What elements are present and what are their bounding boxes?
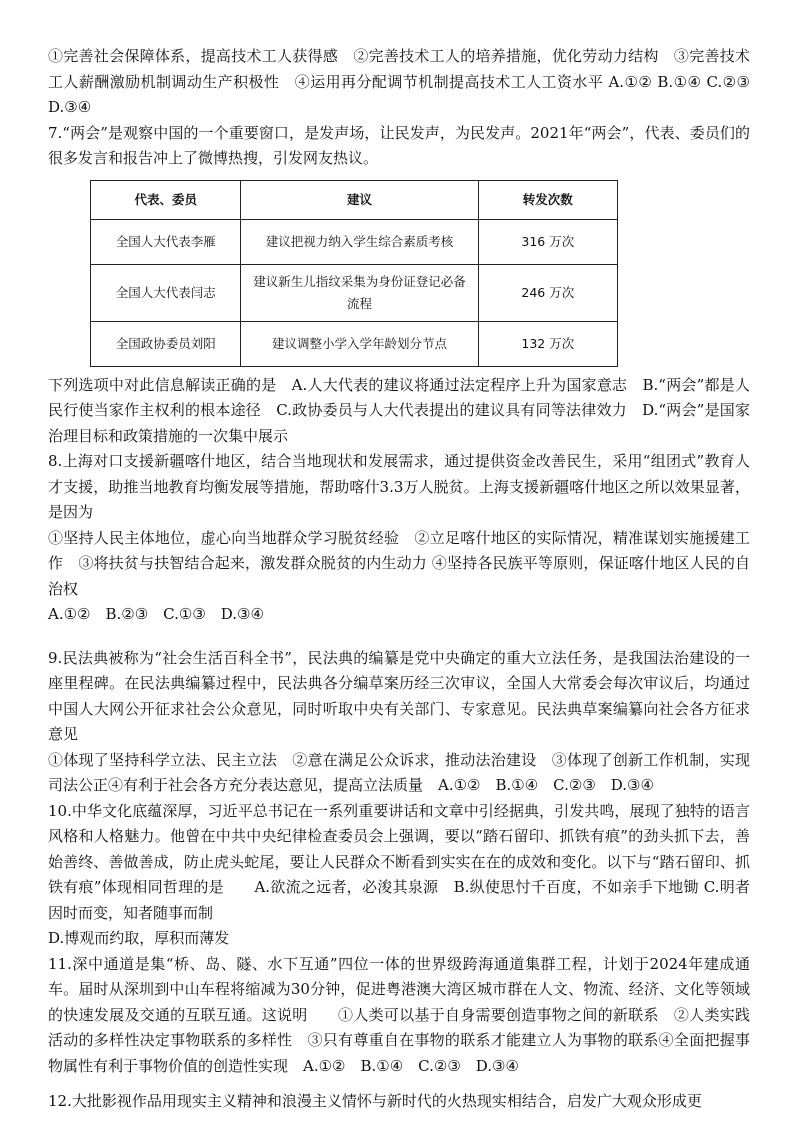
q6-options: ①完善社会保障体系，提高技术工人获得感 ②完善技术工人的培养措施，优化劳动力结构 ③完善技术工人薪酬激励机制调动生产积极性 ④运用再分配调节机制提高技术工人工资水平 A.①② B.①④ C.②③ D.③④: [48, 47, 750, 116]
table-row: [91, 219, 618, 264]
spacer: [48, 628, 750, 646]
q7-table: [90, 180, 618, 367]
table-row: [91, 264, 618, 321]
table-cell: 全国人大代表李雁: [91, 219, 241, 264]
q7-options: 下列选项中对此信息解读正确的是 A.人大代表的建议将通过法定程序上升为国家意志 B.“两会”都是人民行使当家作主权利的根本途径 C.政协委员与人大代表提出的建议具有同等法律效力 D.“两会”是国家治理目标和政策措施的一次集中展示: [48, 375, 750, 445]
q9-items: ①体现了坚持科学立法、民主立法 ②意在满足公众诉求，推动法治建设 ③体现了创新工作机制，实现司法公正④有利于社会各方充分表达意见，提高立法质量 A.①② B.①④ C.②③ D.③④: [48, 750, 750, 794]
table-cell: 132 万次: [478, 321, 617, 366]
q7-stem: 7.“两会”是观察中国的一个重要窗口，是发声场，让民发声，为民发声。2021年“两会”，代表、委员们的很多发言和报告冲上了微博热搜，引发网友热议。: [48, 123, 750, 167]
q8-items: ①坚持人民主体地位，虚心向当地群众学习脱贫经验 ②立足喀什地区的实际情况，精准谋划实施援建工作 ③将扶贫与扶智结合起来，激发群众脱贫的内生动力 ④坚持各民族平等原则，保证喀什地区人民的自治权: [48, 528, 750, 598]
spacer: [48, 1079, 750, 1089]
table-header-row: [91, 180, 618, 219]
table-cell: 建议新生儿指纹采集为身份证登记必备流程: [241, 264, 478, 321]
table-cell: 316 万次: [478, 219, 617, 264]
table-cell: 建议把视力纳入学生综合素质考核: [241, 219, 478, 264]
table-cell: 全国政协委员刘阳: [91, 321, 241, 366]
q8-stem: 8.上海对口支援新疆喀什地区，结合当地现状和发展需求，通过提供资金改善民生，采用“组团式”教育人才支援，助推当地教育均衡发展等措施，帮助喀什3.3万人脱贫。上海支援新疆喀什地区之所以效果显著，是因为: [48, 452, 750, 521]
table-cell: 建议调整小学入学年龄划分节点: [241, 321, 478, 366]
page-content: [48, 44, 750, 1115]
q9-stem: 9.民法典被称为“社会生活百科全书”，民法典的编纂是党中央确定的重大立法任务，是我国法治建设的一座里程碑。在民法典编纂过程中，民法典各分编草案历经三次审议，全国人大常委会每次审议后，均通过中国人大网公开征求社会公众意见，同时听取中央有关部门、专家意见。民法典草案编纂向社会各方征求意见: [48, 648, 750, 743]
table-header: 代表、委员: [91, 180, 241, 219]
q12-stem: 12.大批影视作品用现实主义精神和浪漫主义情怀与新时代的火热现实相结合，启发广大观众形成更: [48, 1092, 702, 1110]
q11-stem: 11.深中通道是集“桥、岛、隧、水下互通”四位一体的世界级跨海通道集群工程，计划于2024年建成通车。届时从深圳到中山车程将缩减为30分钟，促进粤港澳大湾区城市群在人文、物流、经济、文化等领域的快速发展及交通的互联互通。这说明 ①人类可以基于自身需要创造事物之间的新联系 ②人类实践活动的多样性决定事物联系的多样性 ③只有尊重自在事物的联系才能建立人为事物的联系④全面把握事物属性有利于事物价值的创造性实现 A.①② B.①④ C.②③ D.③④: [48, 954, 750, 1075]
q10-option-d: D.博观而约取，厚积而薄发: [48, 929, 230, 947]
q8-options: A.①② B.②③ C.①③ D.③④: [48, 605, 264, 623]
table-header: 建议: [241, 180, 478, 219]
table-row: [91, 321, 618, 366]
table-cell: 246 万次: [478, 264, 617, 321]
q10-stem: 10.中华文化底蕴深厚，习近平总书记在一系列重要讲话和文章中引经据典，引发共鸣，展现了独特的语言风格和人格魅力。他曾在中共中央纪律检查委员会上强调，要以“踏石留印、抓铁有痕”的劲头抓下去，善始善终、善做善成，防止虎头蛇尾，要让人民群众不断看到实实在在的成效和变化。以下与“踏石留印、抓铁有痕”体现相同哲理的是 A.欲流之远者，必浚其泉源 B.纵使思忖千百度，不如亲手下地锄 C.明者因时而变，知者随事而制: [48, 801, 750, 922]
table-header: 转发次数: [478, 180, 617, 219]
table-cell: 全国人大代表闫志: [91, 264, 241, 321]
